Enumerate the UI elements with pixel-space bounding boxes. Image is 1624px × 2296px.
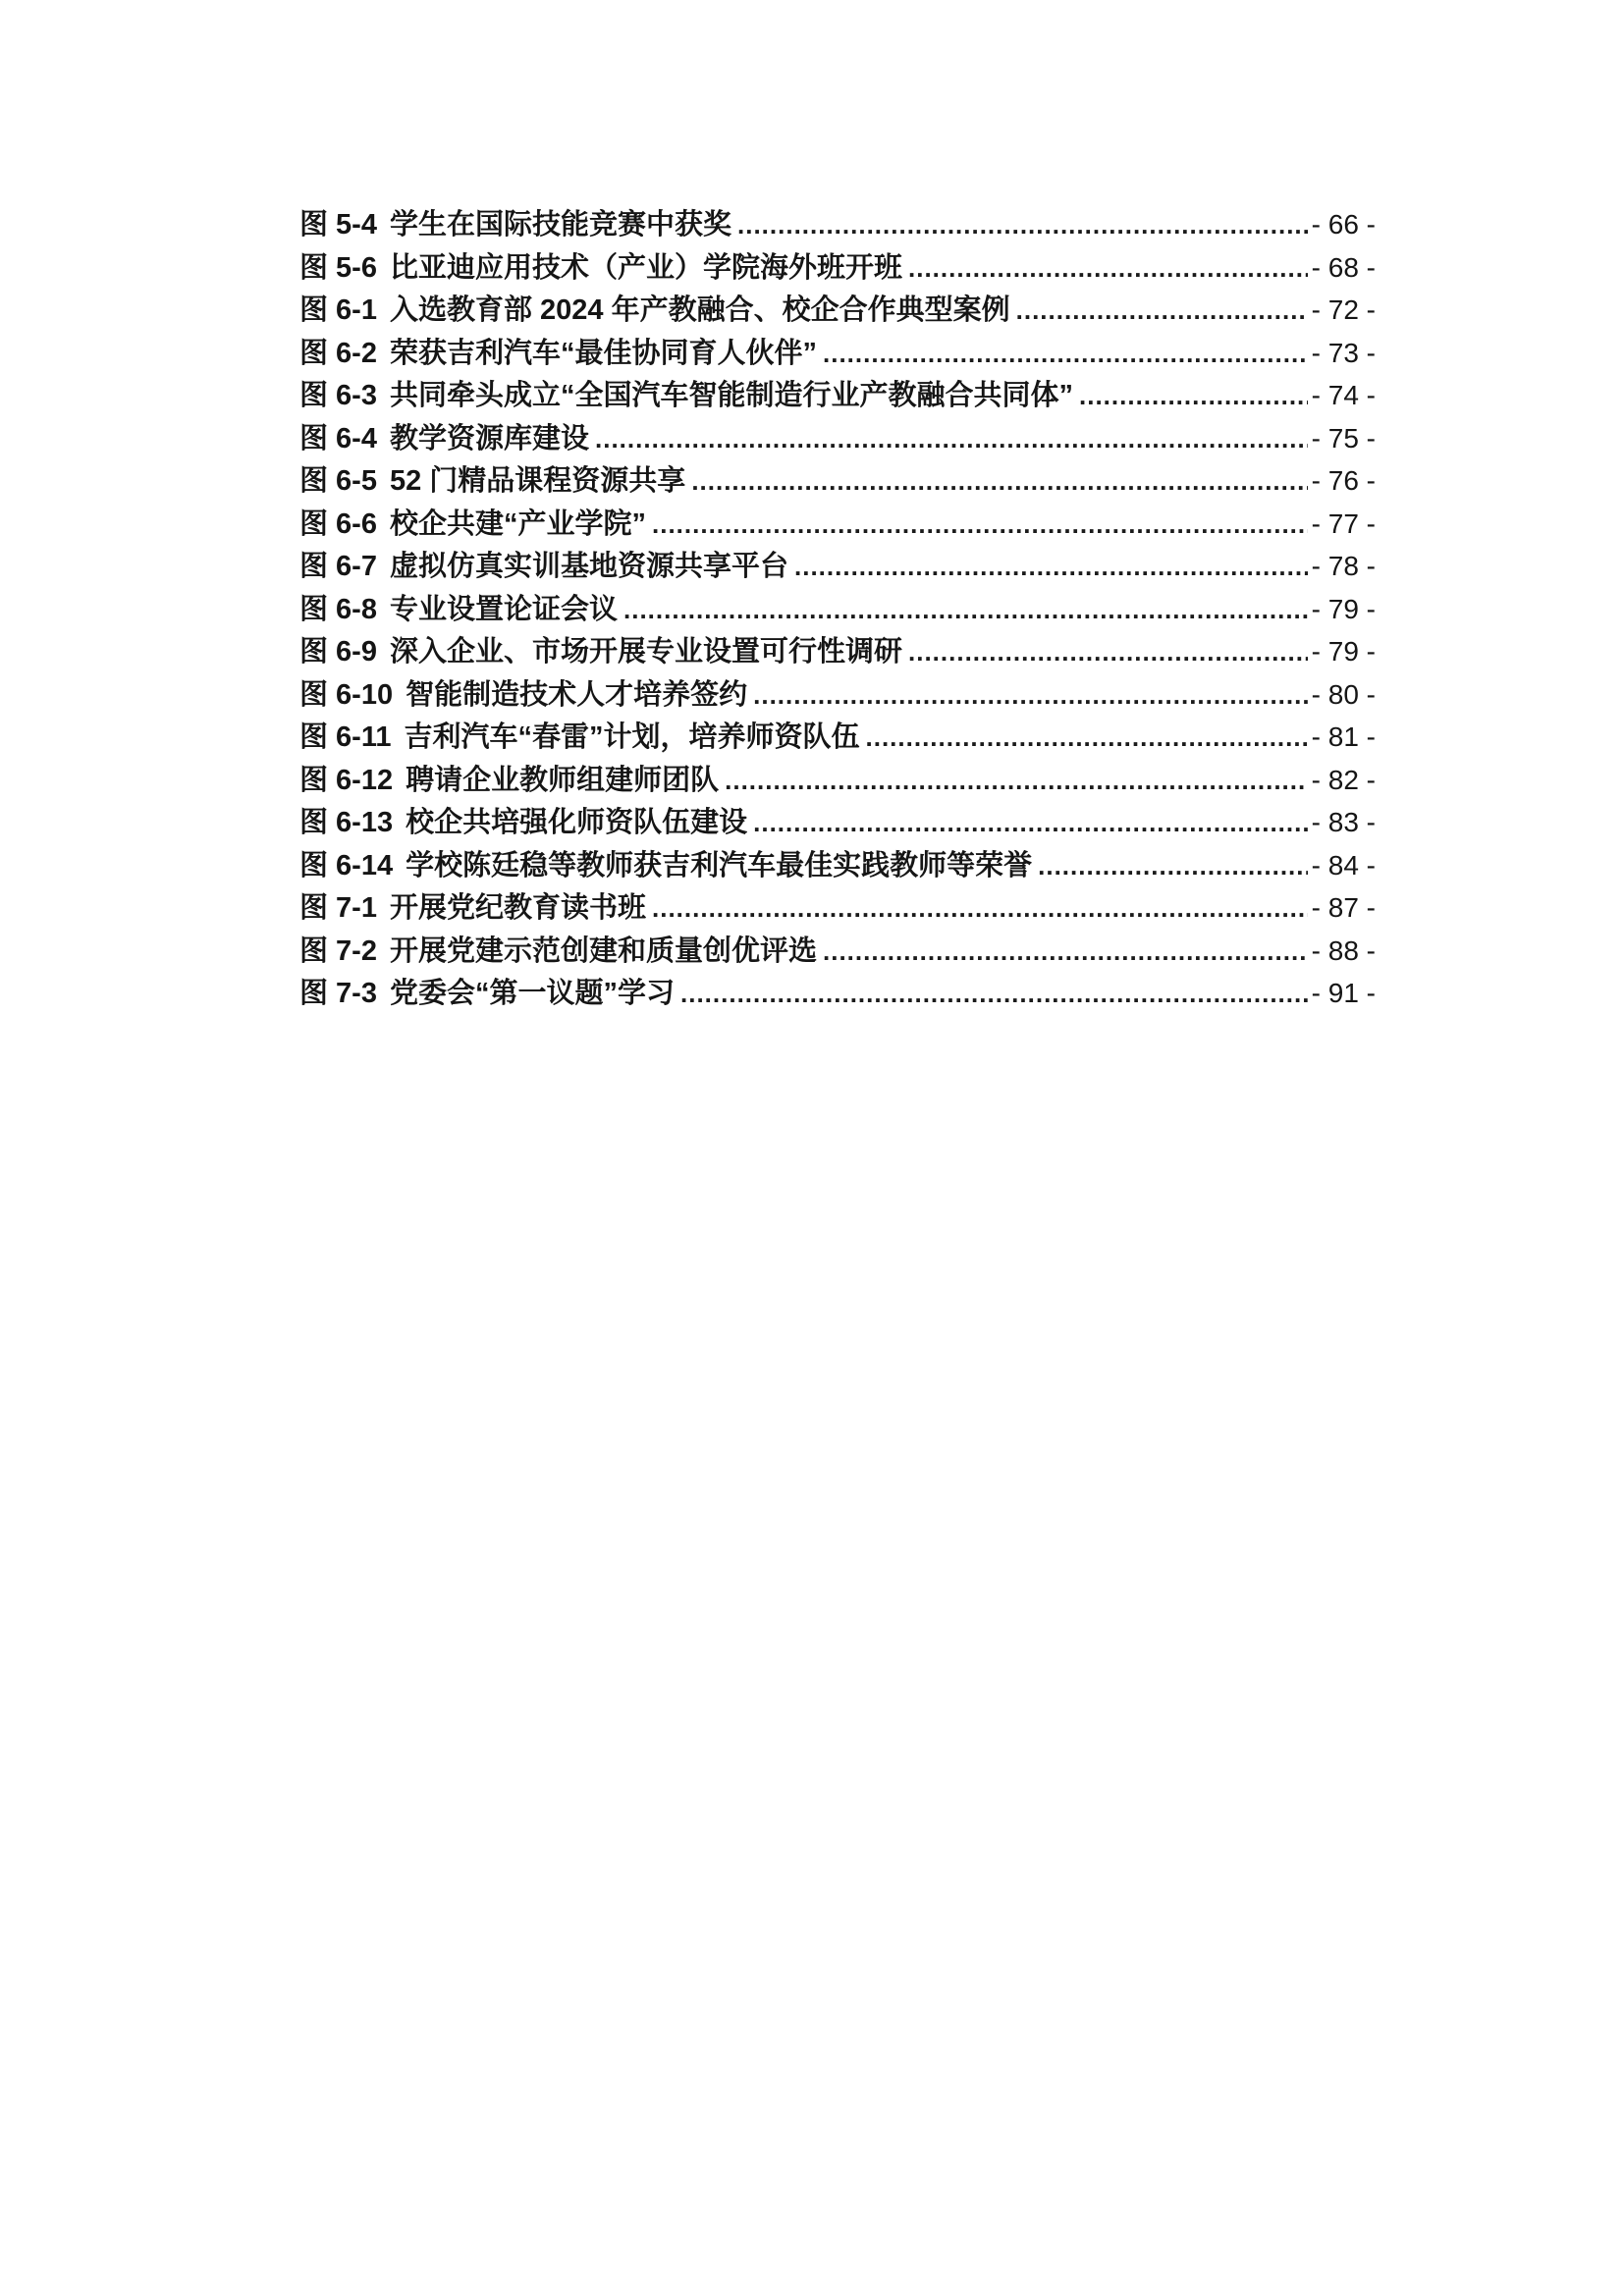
dot-leader bbox=[652, 887, 1308, 931]
page-number: - 74 - bbox=[1311, 380, 1376, 410]
toc-entry[interactable] bbox=[299, 503, 1376, 546]
figure-label: 图 6-11 bbox=[299, 721, 392, 753]
page-number: - 78 - bbox=[1311, 551, 1376, 581]
toc-entry[interactable] bbox=[299, 374, 1376, 417]
toc-entry[interactable] bbox=[299, 588, 1376, 631]
dot-leader bbox=[753, 674, 1308, 718]
dot-leader bbox=[794, 546, 1308, 589]
toc-entry[interactable] bbox=[299, 246, 1376, 290]
figure-label: 图 6-5 bbox=[299, 465, 377, 497]
toc-entry[interactable] bbox=[299, 545, 1376, 588]
page-number: - 80 - bbox=[1311, 678, 1376, 710]
page-number: - 79 - bbox=[1311, 636, 1376, 667]
figure-label: 图 7-3 bbox=[299, 978, 377, 1009]
figure-label: 图 6-6 bbox=[299, 507, 377, 540]
figure-label: 图 6-8 bbox=[299, 593, 377, 625]
dot-leader bbox=[908, 247, 1308, 291]
figure-title: 荣获吉利汽车“最佳协同育人伙伴” bbox=[389, 337, 817, 369]
figure-label: 图 6-12 bbox=[299, 764, 394, 796]
figure-label: 图 7-1 bbox=[299, 892, 377, 924]
page-number: - 66 - bbox=[1311, 209, 1376, 240]
figure-title: 教学资源库建设 bbox=[389, 422, 589, 454]
toc-entry[interactable] bbox=[299, 844, 1376, 887]
figure-label: 图 6-14 bbox=[299, 849, 394, 881]
figure-label: 图 6-7 bbox=[299, 551, 377, 582]
toc-entry[interactable] bbox=[299, 203, 1376, 246]
dot-leader bbox=[823, 333, 1308, 376]
figure-label: 图 6-9 bbox=[299, 636, 377, 667]
figure-label: 图 5-6 bbox=[299, 251, 377, 284]
figure-title: 学生在国际技能竞赛中获奖 bbox=[389, 209, 731, 240]
dot-leader bbox=[1016, 290, 1308, 333]
page-number: - 87 - bbox=[1311, 892, 1376, 923]
figure-title: 开展党纪教育读书班 bbox=[389, 892, 646, 924]
dot-leader bbox=[680, 973, 1308, 1016]
toc-list bbox=[299, 203, 1376, 1015]
dot-leader bbox=[1079, 375, 1308, 418]
dot-leader bbox=[737, 204, 1308, 247]
dot-leader bbox=[595, 418, 1308, 461]
figure-title: 吉利汽车“春雷”计划，培养师资队伍 bbox=[404, 721, 860, 753]
toc-entry[interactable] bbox=[299, 332, 1376, 375]
toc-entry[interactable] bbox=[299, 417, 1376, 460]
page-number: - 72 - bbox=[1311, 294, 1376, 325]
toc-entry[interactable] bbox=[299, 759, 1376, 802]
page-number: - 81 - bbox=[1311, 721, 1376, 752]
figure-label: 图 7-2 bbox=[299, 934, 377, 967]
figure-title: 入选教育部 2024 年产教融合、校企合作典型案例 bbox=[389, 294, 1010, 326]
dot-leader bbox=[823, 931, 1308, 974]
dot-leader bbox=[866, 717, 1308, 760]
page-number: - 88 - bbox=[1311, 934, 1376, 966]
figure-label: 图 5-4 bbox=[299, 209, 377, 240]
toc-entry[interactable] bbox=[299, 930, 1376, 973]
dot-leader bbox=[1038, 845, 1308, 888]
toc-entry[interactable] bbox=[299, 972, 1376, 1015]
page-number: - 84 - bbox=[1311, 849, 1376, 881]
page-number: - 82 - bbox=[1311, 764, 1376, 795]
figure-title: 比亚迪应用技术（产业）学院海外班开班 bbox=[389, 251, 902, 284]
figure-label: 图 6-2 bbox=[299, 337, 377, 369]
figure-title: 深入企业、市场开展专业设置可行性调研 bbox=[389, 636, 902, 667]
figure-title: 共同牵头成立“全国汽车智能制造行业产教融合共同体” bbox=[389, 380, 1073, 411]
toc-entry[interactable] bbox=[299, 459, 1376, 503]
toc-entry[interactable] bbox=[299, 630, 1376, 673]
toc-entry[interactable] bbox=[299, 289, 1376, 332]
figure-title: 52 门精品课程资源共享 bbox=[389, 465, 686, 497]
page-number: - 76 - bbox=[1311, 465, 1376, 496]
dot-leader bbox=[908, 631, 1308, 674]
page-number: - 83 - bbox=[1311, 807, 1376, 837]
toc-entry[interactable] bbox=[299, 716, 1376, 759]
toc-entry[interactable] bbox=[299, 673, 1376, 717]
dot-leader bbox=[725, 760, 1308, 803]
dot-leader bbox=[753, 802, 1308, 845]
figure-title: 智能制造技术人才培养签约 bbox=[406, 678, 748, 711]
page-number: - 77 - bbox=[1311, 507, 1376, 539]
dot-leader bbox=[691, 460, 1307, 504]
figure-title: 聘请企业教师组建师团队 bbox=[406, 764, 720, 796]
figure-title: 校企共建“产业学院” bbox=[389, 507, 646, 540]
toc-entry[interactable] bbox=[299, 886, 1376, 930]
figure-title: 校企共培强化师资队伍建设 bbox=[406, 807, 748, 838]
figure-title: 党委会“第一议题”学习 bbox=[389, 978, 675, 1009]
figure-title: 专业设置论证会议 bbox=[389, 593, 618, 625]
figure-title: 开展党建示范创建和质量创优评选 bbox=[389, 934, 817, 967]
figure-title: 学校陈廷稳等教师获吉利汽车最佳实践教师等荣誉 bbox=[406, 849, 1033, 881]
page-number: - 73 - bbox=[1311, 337, 1376, 368]
figure-label: 图 6-3 bbox=[299, 380, 377, 411]
toc-entry[interactable] bbox=[299, 801, 1376, 844]
dot-leader bbox=[623, 589, 1308, 632]
page-number: - 79 - bbox=[1311, 593, 1376, 624]
figure-label: 图 6-1 bbox=[299, 294, 377, 326]
figure-label: 图 6-4 bbox=[299, 422, 377, 454]
page-number: - 91 - bbox=[1311, 978, 1376, 1008]
page-number: - 75 - bbox=[1311, 422, 1376, 454]
figure-label: 图 6-13 bbox=[299, 807, 394, 838]
figure-label: 图 6-10 bbox=[299, 678, 394, 711]
figure-title: 虚拟仿真实训基地资源共享平台 bbox=[389, 551, 788, 582]
page-number: - 68 - bbox=[1311, 251, 1376, 283]
dot-leader bbox=[652, 504, 1308, 547]
